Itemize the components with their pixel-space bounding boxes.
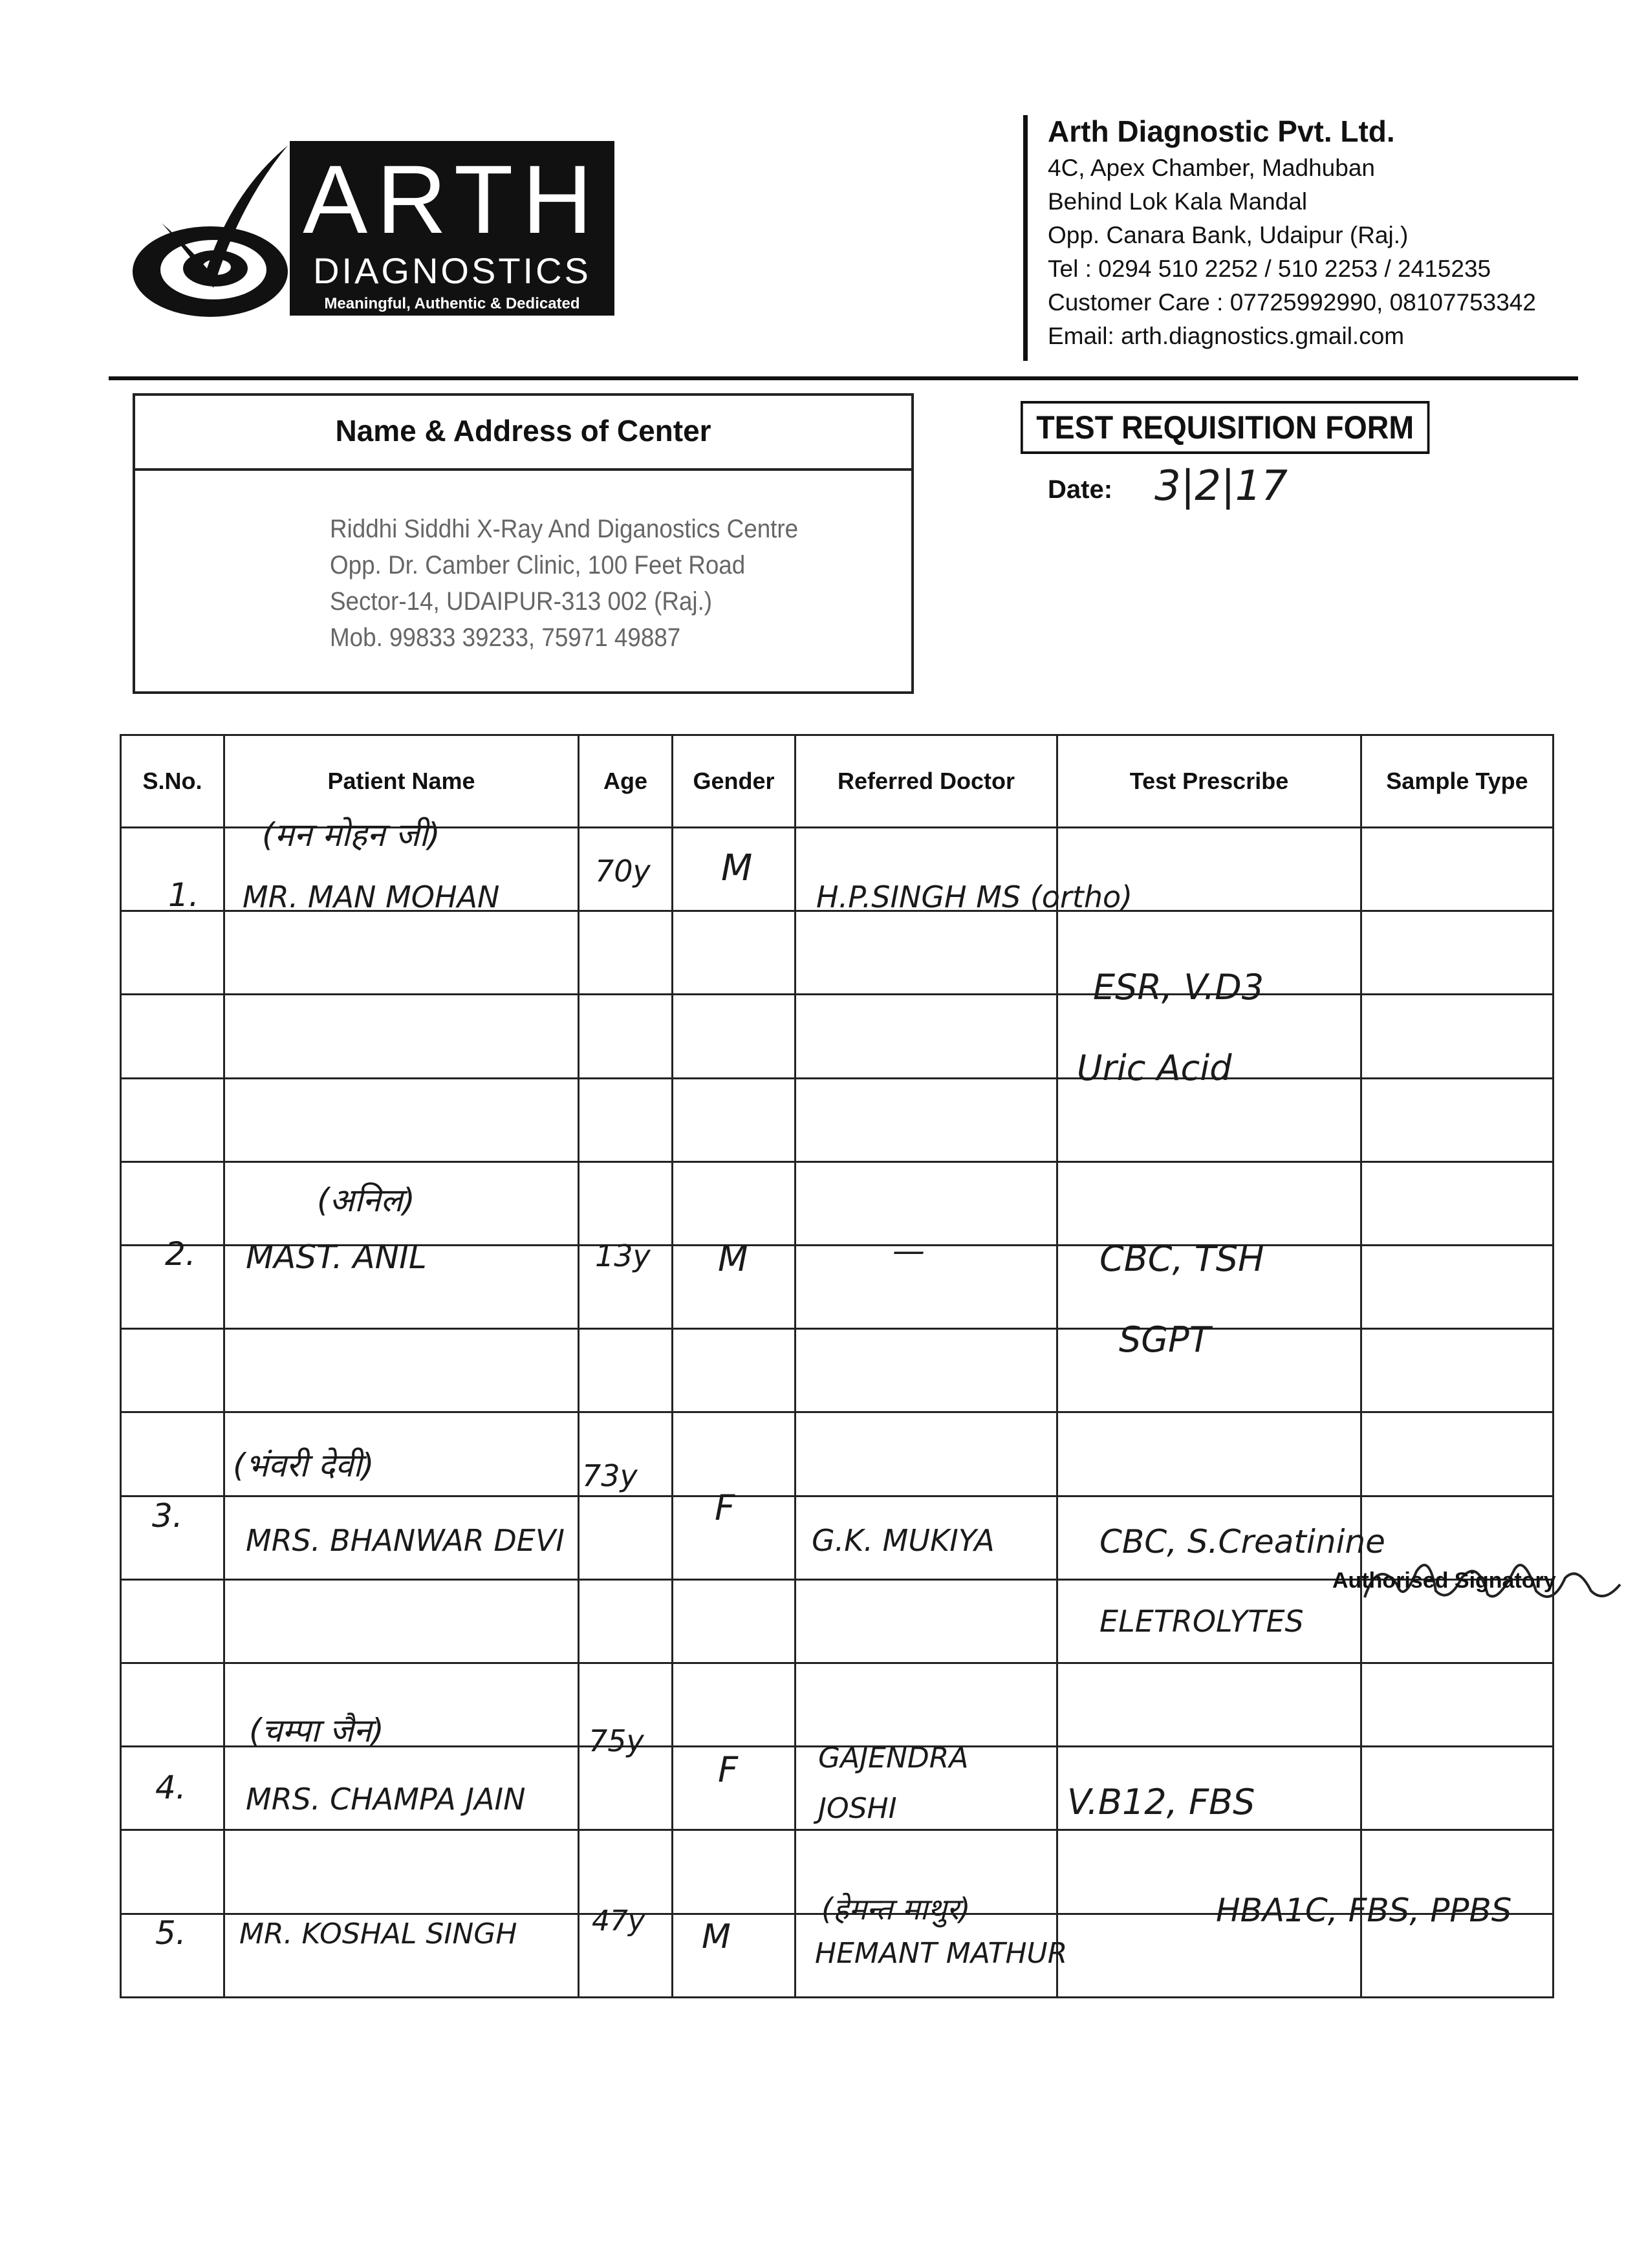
header-age: Age <box>579 735 673 828</box>
logo-wordmark-box <box>290 141 614 316</box>
entry-5-doctor: HEMANT MATHUR <box>815 1937 1068 1970</box>
entry-5-doctor-hindi: (हेमन्त माथुर) <box>821 1892 971 1927</box>
entry-2-test: SGPT <box>1119 1319 1211 1360</box>
entry-1-sno: 1. <box>168 876 199 914</box>
entry-4-test: V.B12, FBS <box>1067 1782 1255 1822</box>
date-value: 3|2|17 <box>1154 462 1288 510</box>
header-sno: S.No. <box>121 735 224 828</box>
company-customer-care: Customer Care : 07725992990, 08107753342 <box>1048 289 1536 316</box>
entry-3-sno: 3. <box>152 1497 183 1535</box>
entry-3-age: 73y <box>582 1458 638 1493</box>
company-address-block <box>1048 111 1536 353</box>
entry-4-sno: 4. <box>155 1769 186 1806</box>
center-box-title: Name & Address of Center <box>133 393 914 471</box>
entry-1-gender: M <box>721 847 753 889</box>
form-title: TEST REQUISITION FORM <box>1021 401 1429 454</box>
center-stamp-line: Riddhi Siddhi X-Ray And Diganostics Centre <box>330 515 799 543</box>
header-test-prescribe: Test Prescribe <box>1057 735 1361 828</box>
date-label: Date: <box>1048 475 1113 504</box>
header-patient-name: Patient Name <box>224 735 579 828</box>
entry-3-test: ELETROLYTES <box>1099 1604 1304 1639</box>
entry-2-name: MAST. ANIL <box>246 1238 427 1276</box>
entry-1-test: ESR, V.D3 <box>1093 967 1264 1008</box>
logo-target-check-icon <box>123 139 291 333</box>
center-stamp-line: Sector-14, UDAIPUR-313 002 (Raj.) <box>330 587 713 616</box>
entry-3-gender: F <box>715 1487 735 1528</box>
table-row <box>121 1329 1554 1412</box>
center-stamp <box>330 511 798 656</box>
entry-5-name: MR. KOSHAL SINGH <box>239 1917 517 1950</box>
entry-1-name: MR. MAN MOHAN <box>243 880 500 914</box>
logo-wordmark: ARTH <box>303 145 601 254</box>
center-stamp-line: Opp. Dr. Camber Clinic, 100 Feet Road <box>330 551 746 579</box>
entry-4-doctor: GAJENDRA JOSHI <box>818 1742 969 1825</box>
header-gender: Gender <box>673 735 796 828</box>
center-stamp-line: Mob. 99833 39233, 75971 49887 <box>330 623 681 652</box>
entry-2-gender: M <box>718 1238 748 1279</box>
table-row <box>121 911 1554 995</box>
logo-tagline: Meaningful, Authentic & Dedicated <box>324 295 580 312</box>
entry-5-sno: 5. <box>155 1914 186 1952</box>
company-name: Arth Diagnostic Pvt. Ltd. <box>1048 114 1395 148</box>
company-email: Email: arth.diagnostics.gmail.com <box>1048 323 1405 349</box>
entry-3-name: MRS. BHANWAR DEVI <box>246 1523 565 1558</box>
entry-5-gender: M <box>702 1917 731 1956</box>
company-divider <box>1023 115 1028 361</box>
table-row <box>121 1078 1554 1161</box>
table-row <box>121 995 1554 1078</box>
company-address-line: Opp. Canara Bank, Udaipur (Raj.) <box>1048 222 1409 248</box>
entry-1-test: Uric Acid <box>1077 1048 1232 1088</box>
header-referred-doctor: Referred Doctor <box>796 735 1057 828</box>
entry-2-age: 13y <box>595 1238 651 1273</box>
entry-1-age: 70y <box>595 854 651 889</box>
header-sample-type: Sample Type <box>1361 735 1554 828</box>
company-phone: Tel : 0294 510 2252 / 510 2253 / 2415235 <box>1048 255 1491 282</box>
entry-2-test: CBC, TSH <box>1099 1238 1264 1279</box>
entry-1-name-hindi: (मन मोहन जी) <box>262 816 440 854</box>
logo-subtitle: DIAGNOSTICS <box>313 250 591 291</box>
authorised-signatory-label: Authorised Signatory <box>1332 1568 1556 1593</box>
header-divider <box>109 376 1578 380</box>
entry-3-test: CBC, S.Creatinine <box>1099 1523 1385 1561</box>
entry-5-test: HBA1C, FBS, PPBS <box>1216 1892 1512 1929</box>
entry-5-age: 47y <box>592 1905 645 1938</box>
company-address-line: 4C, Apex Chamber, Madhuban <box>1048 155 1375 181</box>
entry-4-gender: F <box>718 1749 739 1790</box>
entry-2-name-hindi: (अनिल) <box>317 1182 415 1219</box>
entry-3-doctor: G.K. MUKIYA <box>812 1523 995 1558</box>
entry-4-age: 75y <box>589 1723 644 1758</box>
entry-4-name: MRS. CHAMPA JAIN <box>246 1782 526 1817</box>
entry-1-doctor: H.P.SINGH MS (ortho) <box>816 880 1133 914</box>
entry-2-doctor: — <box>893 1232 925 1269</box>
company-address-line: Behind Lok Kala Mandal <box>1048 188 1308 215</box>
entry-2-sno: 2. <box>165 1235 196 1273</box>
entry-4-name-hindi: (चम्पा जैन) <box>249 1712 384 1749</box>
entry-3-name-hindi: (भंवरी देवी) <box>233 1447 374 1484</box>
